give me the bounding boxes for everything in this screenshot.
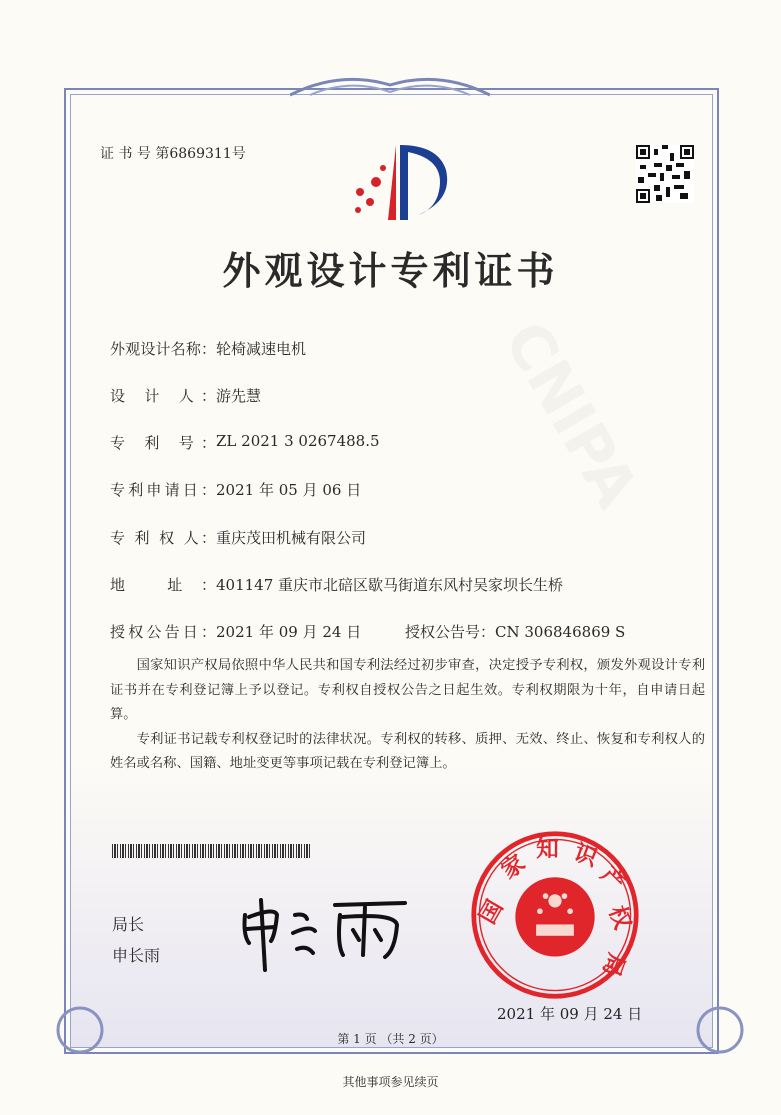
field-label: 授权公告号：	[405, 623, 496, 641]
field-designer	[110, 385, 261, 406]
field-announcement-number	[405, 621, 625, 642]
field-value: 轮椅减速电机	[216, 340, 307, 358]
footer-note: 其他事项参见续页	[342, 1075, 439, 1089]
barcode	[112, 844, 312, 858]
field-label: 外观设计名称：	[110, 340, 216, 358]
official-seal	[470, 830, 640, 1000]
seal-date: 2021 年 09 月 24 日	[497, 1005, 643, 1023]
field-label: 专 利 权 人：	[110, 529, 216, 547]
field-design-name	[110, 338, 306, 359]
field-value: 游先慧	[216, 387, 262, 405]
field-value: 401147 重庆市北碚区歇马街道东风村吴家坝长生桥	[216, 576, 564, 594]
field-value: CN 306846869 S	[495, 623, 626, 641]
svg-text:家: 家	[496, 850, 531, 885]
svg-text:权: 权	[603, 902, 636, 933]
field-value: 2021 年 09 月 24 日	[216, 623, 362, 641]
field-label: 授权公告日：	[110, 623, 216, 641]
field-grant-date	[110, 621, 361, 642]
page-indicator: 第 1 页 （共 2 页）	[337, 1032, 444, 1046]
director-name: 申长雨	[112, 946, 161, 965]
field-value: 2021 年 05 月 06 日	[216, 481, 362, 499]
cnipa-logo	[338, 140, 458, 230]
certificate-number: 证 书 号 第6869311号	[100, 146, 246, 162]
field-label: 专利申请日：	[110, 481, 216, 499]
svg-text:知: 知	[536, 836, 559, 863]
director-title: 局长	[112, 915, 145, 934]
field-application-date	[110, 479, 361, 500]
signature	[235, 895, 415, 975]
field-patent-number	[110, 432, 380, 453]
svg-text:局: 局	[597, 949, 630, 980]
field-patentee	[110, 527, 366, 548]
field-value: 重庆茂田机械有限公司	[216, 529, 367, 547]
field-label: 专 利 号：	[110, 434, 216, 452]
body-text	[110, 654, 705, 777]
field-value: ZL 2021 3 0267488.5	[216, 432, 380, 450]
field-label: 地 址：	[110, 576, 216, 594]
field-address	[110, 574, 563, 595]
qr-code	[636, 145, 694, 203]
paragraph: 国家知识产权局依照中华人民共和国专利法经过初步审查，决定授予专利权，颁发外观设计专利证书并在专利登记簿上予以登记。专利权自授权公告之日起生效。专利权期限为十年，自申请日起算。	[110, 658, 705, 722]
paragraph: 专利证书记载专利权登记时的法律状况。专利权的转移、质押、无效、终止、恢复和专利权人的姓名或名称、国籍、地址变更等事项记载在专利登记簿上。	[110, 731, 705, 771]
top-ornament	[290, 70, 490, 100]
svg-text:产: 产	[595, 861, 630, 897]
svg-text:国: 国	[474, 895, 509, 929]
document-title: 外观设计专利证书	[222, 248, 559, 293]
svg-text:识: 识	[570, 839, 601, 872]
field-label: 设 计 人：	[110, 387, 216, 405]
